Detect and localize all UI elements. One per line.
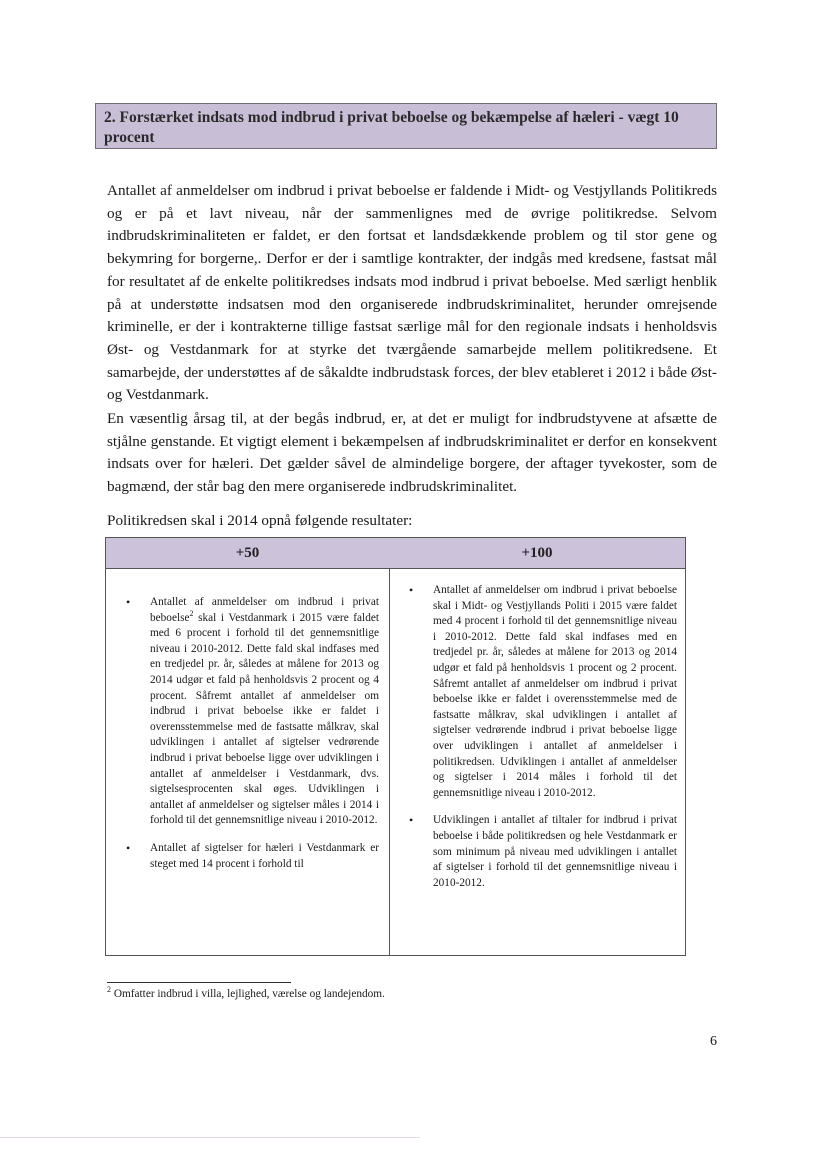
results-column-left — [106, 538, 390, 955]
bullet-list-left — [106, 569, 389, 872]
bullet-icon: • — [409, 583, 414, 597]
bullet-list-right — [389, 569, 685, 891]
footnote — [107, 986, 707, 1002]
bullet-icon: • — [409, 813, 414, 828]
footnote-text: Omfatter indbrud i villa, lejlighed, værelse og landejendom. — [111, 988, 385, 1000]
scan-artifact-line — [0, 1137, 420, 1138]
bullet-icon: • — [126, 840, 131, 855]
list-item: • Udviklingen i antallet af tiltaler for indbrud i privat beboelse i både politikredsen og hele Vestdanmark er som minimum på niveau med udviklingen i antallet af sigtelser i forhold til det gennemsnitlige niveau i 2010-2012. — [409, 813, 677, 889]
results-table — [105, 537, 686, 956]
list-item: • Antallet af sigtelser for hæleri i Vestdanmark er steget med 14 procent i forhold til — [126, 840, 379, 870]
column-header-left: +50 — [106, 538, 389, 569]
footnote-divider — [107, 982, 291, 983]
section-heading: 2. Forstærket indsats mod indbrud i privat beboelse og bekæmpelse af hæleri - vægt 10 procent — [95, 103, 717, 149]
fencing-paragraph: En væsentlig årsag til, at der begås indbrud, er, at det er muligt for indbrudstyvene at afsætte de stjålne genstande. Et vigtigt element i bekæmpelsen af indbrudskriminalitet er derfor en konsekvent indsats over for hæleri. Det gælder såvel de almindelige borgere, der aftager tyvekoster, som de bagmænd, der står bag den mere organiserede indbrudskriminalitet. — [107, 410, 717, 496]
results-column-right — [389, 538, 685, 955]
footnote-ref: 2 — [189, 608, 194, 618]
page-number: 6 — [710, 1034, 717, 1049]
list-item: • Antallet af anmeldelser om indbrud i privat beboelse skal i Midt- og Vestjyllands Politi i 2015 være faldet med 4 procent i forhold til det gennemsnitlige niveau i 2010-2012. Dette fald skal indfases med en tredjedel pr. år, således at målene for 2013 og 2014 udgør et fald på henholdsvis 1 procent og 2 procent. Såfremt antallet af anmeldelser om indbrud i privat beboelse ikke er faldet i overensstemmelse med de fastsatte målkrav, skal udviklingen i antallet af sigtelser vedrørende indbrud i privat beboelse ligge over udviklingen i antallet af anmeldelser i politikredsen. Udviklingen i antallet af anmeldelser og sigtelser i 2014 måles i forhold til det gennemsnitlige niveau i 2010-2012. — [409, 583, 677, 799]
results-intro: Politikredsen skal i 2014 opnå følgende resultater: — [107, 512, 413, 529]
column-header-right: +100 — [389, 538, 685, 569]
intro-paragraph: Antallet af anmeldelser om indbrud i privat beboelse er faldende i Midt- og Vestjyllands Politikreds og er på et lavt niveau, når der sammenlignes med de øvrige politikredse. Selvom indbrudskriminaliteten er faldet, er den fortsat et landsdækkende problem og til stor gene og bekymring for borgerne,. Derfor er der i samtlige kontrakter, der indgås med kredsene, fastsat mål for resultatet af de enkelte politikredses indsats mod indbrud i privat beboelse. Med særligt henblik på at understøtte indsatsen mod den organiserede indbrudskriminalitet, herunder omrejsende kriminelle, er der i kontrakterne tillige fastsat særlige mål for den regionale indsats i henholdsvis Øst- og Vestdanmark for at styrke det tværgående samarbejde mellem politikredsene. Et samarbejde, der understøttes af de såkaldte indbrudstask forces, der blev etableret i 2012 i både Øst- og Vestdanmark. — [107, 182, 717, 404]
bullet-icon: • — [126, 595, 131, 609]
footnote-marker: 2 — [107, 985, 111, 995]
list-item: • Antallet af anmeldelser om indbrud i privat beboelse$^2$ skal i Vestdanmark i 2015 være faldet med 6 procent i forhold til det gennemsnitlige niveau i 2010-2012. Dette fald skal indfases med en tredjedel pr. år, således at målene for 2013 og 2014 udgør et fald på henholdsvis 2 procent og 4 procent. Såfremt antallet af anmeldelser om indbrud i privat beboelse ikke er faldet i overensstemmelse med de fastsatte målkrav, skal udviklingen i antallet af sigtelser vedrørende indbrud i privat beboelse ligge over udviklingen i antallet af anmeldelser i Vestdanmark, dvs. sigtelsesprocenten skal øges. Udviklingen i antallet af anmeldelser og sigtelser måles i 2014 i forhold til det gennemsnitlige niveau i 2010-2012. — [126, 595, 379, 827]
